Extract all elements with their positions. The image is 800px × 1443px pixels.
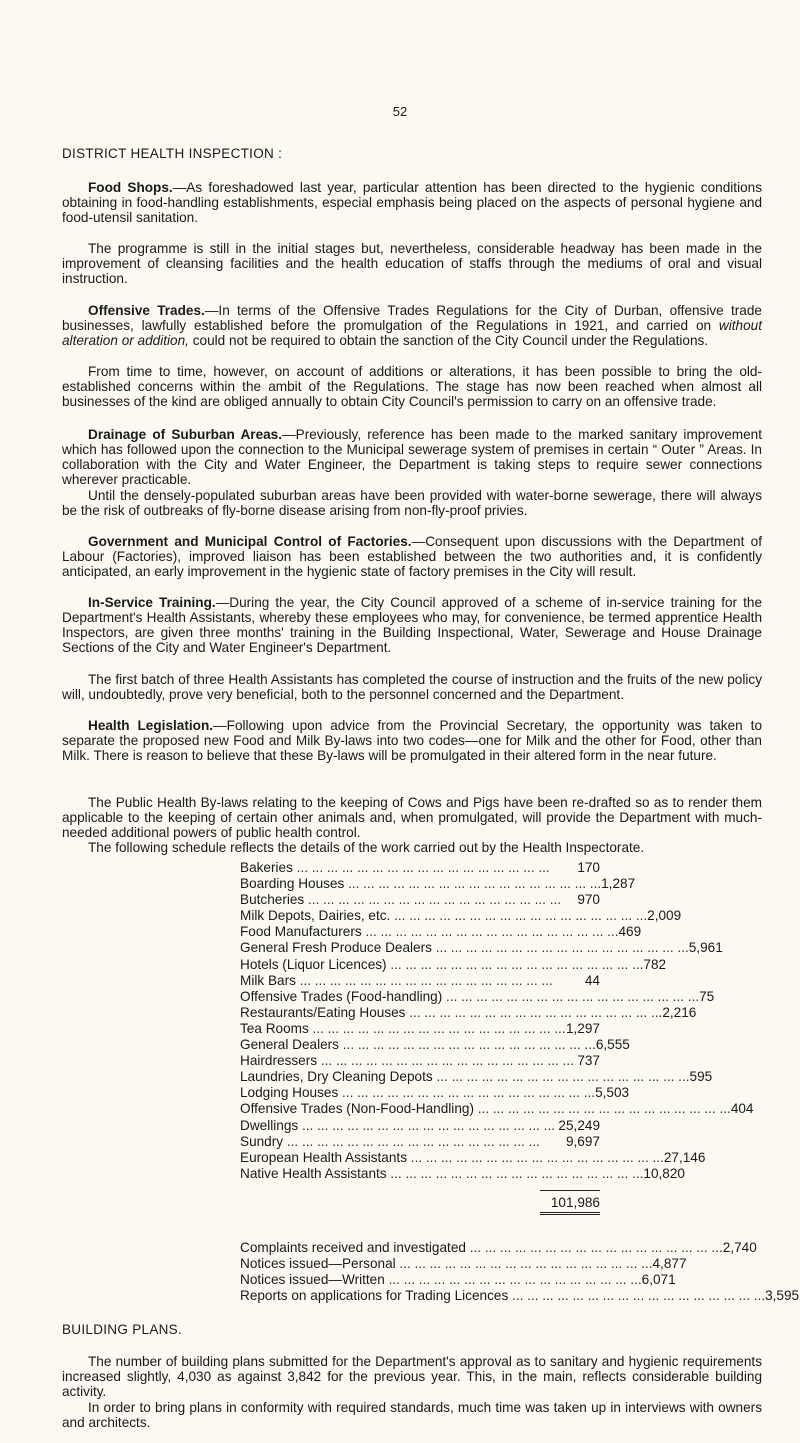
dot-leader: ... ... ... ... ... ... ... ... ... ... ... ... ... ... ... ... ...: [442, 988, 700, 1004]
schedule-row-value: 595: [689, 1069, 713, 1085]
other-item-row: [240, 1288, 800, 1304]
schedule-row: [240, 1037, 630, 1053]
schedule-row-label: [240, 1005, 662, 1021]
schedule-row-value: 2,009: [647, 908, 682, 924]
in-service-text: —During the year, the City Council approved of a scheme of in-service training for the Department's Health Assistants, whereby these employees who may, for convenience, be termed apprentice Health Inspectors, are given three months' training in the Building Inspectional, Water, Sewerage and House Drainage Sections of the City and Water Engineer's Department.: [62, 595, 763, 655]
schedule-row: [240, 1004, 697, 1021]
building-plans-para2: In order to bring plans in conformity with required standards, much time was taken up in interviews with owners and architects.: [62, 1400, 762, 1430]
schedule-row: [240, 1149, 706, 1166]
food-shops-heading: Food Shops.: [88, 180, 173, 195]
dot-leader: ... ... ... ... ... ... ... ... ... ... ... ... ... ... ... ... ...: [473, 1101, 731, 1117]
first-batch-paragraph: The first batch of three Health Assistants has completed the course of instruction and the fruits of the new policy will, undoubtedly, prove very beneficial, both to the personnel concerned and the Department.: [62, 672, 762, 702]
schedule-row-value: 782: [643, 956, 667, 972]
schedule-row: [240, 924, 642, 940]
schedule-row-value: 6,555: [595, 1037, 630, 1053]
dot-leader: ... ... ... ... ... ... ... ... ... ... ... ... ... ... ... ... ...: [295, 972, 553, 988]
dot-leader: ... ... ... ... ... ... ... ... ... ... ... ... ... ... ... ... ...: [465, 1240, 723, 1255]
schedule-row-label-text: European Health Assistants: [240, 1149, 408, 1165]
schedule-row-value: 1,297: [565, 1020, 600, 1036]
other-item-row-label-text: Notices issued—Written: [240, 1272, 385, 1288]
schedule-row-label: [240, 892, 561, 908]
schedule-row: [240, 1165, 685, 1182]
schedule-row: [240, 1134, 600, 1150]
schedule-row-label-text: Native Health Assistants: [240, 1165, 387, 1181]
dot-leader: ... ... ... ... ... ... ... ... ... ... ... ... ... ... ... ... ...: [407, 1149, 664, 1165]
schedule-row-label: [240, 1069, 690, 1085]
schedule-row-value: 10,820: [643, 1165, 685, 1181]
drainage-heading: Drainage of Suburban Areas.: [88, 427, 283, 442]
schedule-row-label-text: Butcheries: [240, 892, 305, 908]
schedule-row: [240, 1069, 713, 1085]
government-text: —Consequent upon discussions with the Department of Labour (Factories), improved liaison has been established between the two authorities and, it is confidently anticipated, an early improvement in the hygienic state of factory premises in the City will result.: [62, 534, 762, 579]
food-shops-paragraph: [62, 180, 762, 225]
time-to-time-paragraph: From time to time, however, on account of additions or alterations, it has been possible to bring the old-established concerns within the ambit of the Regulations. The stage has now been reached when almost all businesses of the kind are obliged annually to obtain City Council's permission to carry on an offensive trade.: [62, 364, 762, 409]
other-item-row-label-text: Notices issued—Personal: [240, 1256, 396, 1272]
dot-leader: ... ... ... ... ... ... ... ... ... ... ... ... ... ... ... ... ...: [338, 1085, 596, 1101]
schedule-row: [240, 1053, 600, 1069]
building-plans-para1: The number of building plans submitted for the Department's approval as to sanitary and hygienic requirements increased slightly, 4,030 as against 3,842 for the previous year. This, in the main, reflects considerable building activity.: [62, 1354, 762, 1399]
schedule-row-label-text: Hotels (Liquor Licences): [240, 956, 387, 972]
schedule-total-block: [540, 1190, 600, 1215]
until-paragraph: Until the densely-populated suburban areas have been provided with water-borne sewerage, there will always be the risk of outbreaks of fly-borne disease arising from non-fly-proof privies.: [62, 488, 762, 518]
schedule-row-label-text: Milk Bars: [240, 972, 296, 988]
other-item-row: [240, 1272, 676, 1288]
schedule-row-label: [240, 1134, 540, 1150]
schedule-row-value: 5,503: [595, 1085, 630, 1101]
legislation-paragraph: [62, 718, 762, 763]
schedule-row-label-text: Boarding Houses: [240, 876, 345, 892]
schedule-row-label-text: Offensive Trades (Non-Food-Handling): [240, 1101, 474, 1117]
dot-leader: ... ... ... ... ... ... ... ... ... ... ... ... ... ... ... ... ...: [308, 1020, 566, 1036]
other-item-row-label-text: Reports on applications for Trading Licences: [240, 1288, 509, 1304]
total-double-rule: [540, 1212, 600, 1215]
schedule-intro: The following schedule reflects the details of the work carried out by the Health Inspectorate.: [88, 840, 645, 855]
schedule-row-label-text: Food Manufacturers: [240, 924, 362, 940]
other-item-row-value: 3,595: [765, 1288, 800, 1304]
other-item-row-label: [240, 1240, 723, 1256]
schedule-row-value: 27,146: [663, 1149, 706, 1165]
schedule-row-label: [240, 1085, 595, 1101]
schedule-row-label: [240, 908, 647, 924]
building-plans-title: BUILDING PLANS.: [62, 1322, 183, 1337]
other-item-row: [240, 1240, 757, 1256]
dot-leader: ... ... ... ... ... ... ... ... ... ... ... ... ... ... ... ... ...: [386, 1165, 644, 1181]
government-paragraph: [62, 534, 762, 579]
schedule-row-label: [240, 1101, 731, 1117]
schedule-row: [240, 956, 667, 973]
offensive-trades-text-b: could not be required to obtain the sanction of the City Council under the Regulations.: [188, 333, 709, 348]
section-title: DISTRICT HEALTH INSPECTION :: [62, 146, 283, 161]
dot-leader: ... ... ... ... ... ... ... ... ... ... ... ... ... ... ... ... ...: [304, 892, 562, 908]
schedule-row: [240, 892, 600, 908]
schedule-row-value: 1,287: [601, 876, 636, 892]
dot-leader: ... ... ... ... ... ... ... ... ... ... ... ... ... ... ... ... ...: [432, 1069, 690, 1085]
other-item-row-value: 6,071: [641, 1272, 676, 1288]
in-service-paragraph: [62, 595, 762, 655]
other-item-row-value: 4,877: [652, 1256, 687, 1272]
government-heading: Government and Municipal Control of Factories.: [88, 534, 412, 549]
offensive-trades-paragraph: [62, 303, 762, 348]
schedule-row-label: [240, 1150, 664, 1166]
dot-leader: ... ... ... ... ... ... ... ... ... ... ... ... ... ... ... ... ...: [344, 876, 602, 892]
public-health-paragraph: The Public Health By-laws relating to the keeping of Cows and Pigs have been re-drafted so as to render them applicable to the keeping of certain other animals and, when promulgated, will provide the Department with much-needed additional powers of public health control.: [62, 795, 762, 840]
schedule-row: [240, 1118, 600, 1134]
schedule-row-value: 404: [730, 1101, 754, 1117]
schedule-row-label-text: Sundry: [240, 1133, 284, 1149]
dot-leader: ... ... ... ... ... ... ... ... ... ... ... ... ... ... ... ... ...: [361, 924, 619, 940]
schedule-row-label-text: General Dealers: [240, 1037, 339, 1053]
dot-leader: ... ... ... ... ... ... ... ... ... ... ... ... ... ... ... ... ...: [338, 1037, 596, 1053]
schedule-row-label: [240, 924, 618, 940]
schedule-row: [240, 876, 636, 892]
dot-leader: ... ... ... ... ... ... ... ... ... ... ... ... ... ... ... ... ...: [298, 1117, 555, 1133]
schedule-row-label: [240, 1118, 555, 1134]
dot-leader: ... ... ... ... ... ... ... ... ... ... ... ... ... ... ... ... ...: [384, 1272, 642, 1288]
schedule-row: [240, 973, 600, 989]
schedule-row-value: 737: [577, 1053, 600, 1069]
schedule-row: [240, 860, 600, 876]
dot-leader: ... ... ... ... ... ... ... ... ... ... ... ... ... ... ... ... ...: [431, 940, 689, 956]
schedule-row-label: [240, 1053, 574, 1069]
dot-leader: ... ... ... ... ... ... ... ... ... ... ... ... ... ... ... ... ...: [405, 1004, 663, 1020]
schedule-row-label-text: Restaurants/Eating Houses: [240, 1004, 406, 1020]
schedule-row-label-text: Bakeries: [240, 860, 293, 875]
programme-paragraph: The programme is still in the initial stages but, nevertheless, considerable headway has been made in the improvement of cleansing facilities and the health education of staffs through the mediums of oral and visual instruction.: [62, 241, 762, 286]
schedule-row-value: 25,249: [558, 1117, 600, 1133]
other-item-row-value: 2,740: [722, 1240, 757, 1255]
drainage-text: —Previously, reference has been made to the marked sanitary improvement which has followed upon the connection to the Municipal sewerage system of premises in certain “ Outer ” Areas. In collaboration with the City and Water Engineer, the Department is taking steps to require sewer connections wherever practicable.: [62, 427, 762, 487]
schedule-row-label-text: Hairdressers: [240, 1053, 318, 1069]
schedule-row-label-text: Tea Rooms: [240, 1020, 309, 1036]
schedule-row-label-text: Milk Depots, Dairies, etc.: [240, 908, 391, 924]
schedule-row: [240, 940, 723, 956]
schedule-row-label-text: Dwellings: [240, 1117, 299, 1133]
schedule-row-label: [240, 957, 643, 973]
schedule-row-value: 9,697: [565, 1133, 600, 1149]
total-rule: [540, 1190, 600, 1191]
schedule-row: [240, 1021, 600, 1037]
schedule-row: [240, 988, 715, 1005]
schedule-row-label: [240, 860, 550, 876]
other-item-row-label: [240, 1272, 642, 1288]
dot-leader: ... ... ... ... ... ... ... ... ... ... ... ... ... ... ... ... ...: [395, 1256, 653, 1272]
dot-leader: ... ... ... ... ... ... ... ... ... ... ... ... ... ... ... ... ...: [508, 1288, 766, 1304]
schedule-row-label: [240, 1166, 643, 1182]
dot-leader: ... ... ... ... ... ... ... ... ... ... ... ... ... ... ... ... ...: [390, 908, 648, 924]
dot-leader: ... ... ... ... ... ... ... ... ... ... ... ... ... ... ... ... ...: [317, 1053, 574, 1069]
offensive-trades-heading: Offensive Trades.: [88, 303, 205, 318]
schedule-row-value: 5,961: [688, 940, 723, 956]
schedule-row-label-text: Offensive Trades (Food-handling): [240, 988, 443, 1004]
schedule-row-value: 75: [699, 988, 715, 1004]
schedule-row-label-text: Laundries, Dry Cleaning Depots: [240, 1069, 433, 1085]
page-number: 52: [392, 104, 408, 119]
schedule-row: [240, 908, 682, 924]
food-shops-text: —As foreshadowed last year, particular attention has been directed to the hygienic conditions obtaining in food-handling establishments, especial emphasis being placed on the aspects of personal hygiene and food-utensil sanitation.: [62, 180, 763, 225]
legislation-heading: Health Legislation.: [88, 718, 214, 733]
schedule-row-label: [240, 1021, 566, 1037]
other-item-row-label-text: Complaints received and investigated: [240, 1240, 466, 1255]
schedule-table: [240, 860, 754, 1182]
dot-leader: ... ... ... ... ... ... ... ... ... ... ... ... ... ... ... ... ...: [292, 860, 550, 875]
schedule-row: [240, 1085, 630, 1101]
dot-leader: ... ... ... ... ... ... ... ... ... ... ... ... ... ... ... ... ...: [283, 1133, 540, 1149]
offensive-trades-text-a: —In terms of the Offensive Trades Regulations for the City of Durban, offensive trade businesses, lawfully established before the promulgation of the Regulations in 1921, and carried on: [62, 303, 762, 333]
schedule-row-label-text: General Fresh Produce Dealers: [240, 940, 432, 956]
schedule-row: [240, 1101, 754, 1117]
dot-leader: ... ... ... ... ... ... ... ... ... ... ... ... ... ... ... ... ...: [386, 956, 644, 972]
schedule-row-label: [240, 940, 689, 956]
other-item-row-label: [240, 1288, 765, 1304]
schedule-row-label: [240, 989, 699, 1005]
legislation-text: —Following upon advice from the Provincial Secretary, the opportunity was taken to separate the proposed new Food and Milk By-laws into two codes—one for Milk and the other for Food, other than Milk. There is reason to believe that these By-laws will be promulgated in their altered form in the near future.: [62, 718, 763, 763]
other-items-table: [240, 1240, 800, 1304]
schedule-row-value: 170: [577, 860, 600, 875]
schedule-row-value: 469: [618, 924, 642, 940]
drainage-paragraph: [62, 427, 762, 487]
other-item-row: [240, 1256, 687, 1272]
other-item-row-label: [240, 1256, 652, 1272]
offensive-trades-italic: without alteration or addition,: [62, 318, 762, 348]
schedule-row-label: [240, 1037, 596, 1053]
schedule-row-value: 970: [577, 892, 600, 908]
schedule-row-value: 2,216: [662, 1004, 697, 1020]
schedule-row-label: [240, 973, 553, 989]
schedule-row-label: [240, 876, 601, 892]
schedule-row-label-text: Lodging Houses: [240, 1085, 339, 1101]
schedule-total: 101,986: [550, 1195, 600, 1210]
in-service-heading: In-Service Training.: [88, 595, 216, 610]
schedule-row-value: 44: [584, 972, 600, 988]
